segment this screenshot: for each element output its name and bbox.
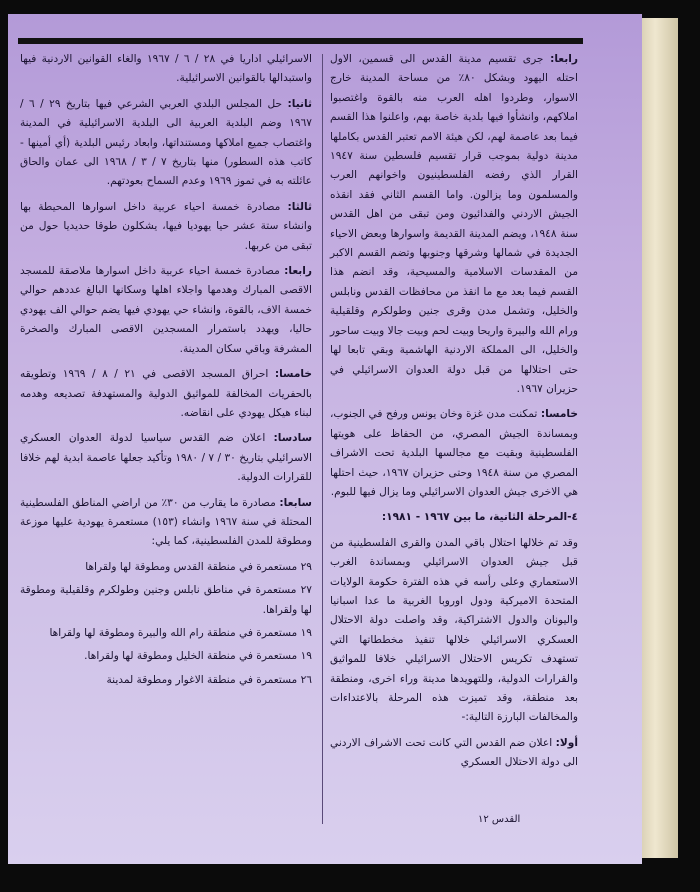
left-column bbox=[20, 50, 312, 694]
paper-edge bbox=[640, 18, 678, 858]
paragraph-lead: أولا: bbox=[555, 736, 578, 749]
paragraph-third bbox=[20, 198, 312, 256]
paragraph-lead: سادسا: bbox=[273, 432, 312, 445]
magazine-page bbox=[8, 14, 642, 864]
top-rule bbox=[18, 38, 583, 44]
paragraph-first bbox=[330, 734, 578, 773]
paragraph-text: جرى تقسيم مدينة القدس الى قسمين، الاول احتله اليهود وبشكل ٨٠٪ من مساحة المدينة خارج الاسوار، وطردوا اهله العرب منه بالقوة واغتصبوا املاكهم، وانشأوا فيها بلدية خاصة بهم، واعلنوا هذا القسم فيما بعد عاصمة لهم، لكن هيئة الامم تعتبر القدس بكاملها مدينة دولية بموجب قرار تقسيم فلسطين سنة ١٩٤٧ القرار الذي رفضه الفلسطينيون واخوانهم العرب والمسلمون وما يزالون. واما القسم الثاني فقد انقذه الجيش الاردني والفدائيون ومن تبقى من اهل القدس سنة ١٩٤٨، ويضم المدينة القديمة واسوارها وبعض الاحياء الجديدة في شمالها وشرقها وجنوبها وتضم القسم الاكبر من المقدسات الاسلامية والمسيحية، وقد انضم هذا القسم فيما بعد مع ما انقذ من محافظات القدس ونابلس والخليل، وتشمل مدن وقرى جنين وطولكرم وقلقيلية ورام الله والبيرة واريحا وبيت لحم وبيت جالا وبيت ساحور والخليل، الى المملكة الاردنية الهاشمية وبقي تابعا لها حتى احتلالها من قبل دولة العدوان الاسرائيلي في حزيران ١٩٦٧. bbox=[330, 53, 578, 395]
paragraph-seventh bbox=[20, 494, 312, 552]
paragraph-fifth bbox=[330, 405, 578, 502]
list-item: ٢٧ مستعمرة في مناطق نابلس وجنين وطولكرم وقلقيلية ومطوقة لها ولقراها. bbox=[20, 584, 312, 616]
paragraph-lead: رابعا: bbox=[550, 53, 578, 65]
page-footer-label: القدس ١٢ bbox=[478, 814, 521, 825]
list-item: ١٩ مستعمرة في منطقة رام الله والبيرة ومطوقة لها ولقراها bbox=[49, 626, 312, 639]
paragraph-lead: خامسا: bbox=[274, 368, 312, 381]
list-item: ٢٦ مستعمرة في منطقة الاغوار ومطوقة لمدينة bbox=[106, 673, 312, 686]
paragraph-text: حل المجلس البلدي العربي الشرعي فيها بتاريخ ٢٩ / ٦ / ١٩٦٧ وضم البلدية العربية الى البلدية الاسرائيلية في المدينة واغتصاب جميع املاكها ومستنداتها، وابعاد رئيس البلدية (أي أمينها - كاتب هذه السطور) منها بتاريخ ٧ / ٣ / ١٩٦٨ الى عمان والحاق عائلته به في تموز ١٩٦٩ وعدم السماح بعودتهم. bbox=[20, 97, 313, 188]
paragraph-text: مصادرة خمسة احياء عربية داخل اسوارها ملاصقة للمسجد الاقصى المبارك وهدمها واجلاء اهلها وسكانها البالغ عددهم حوالي خمسة الاف، بالقوة، وانشاء حي يهودي فيها يضم حوالي الف يهودي حاليا، ويهدد باستمرار المسجدين الاقصى المبارك والصخرة المشرفة وباقي سكان المدينة. bbox=[20, 265, 312, 355]
paragraph-text: اعلان ضم القدس سياسيا لدولة العدوان العسكري الاسرائيلي بتاريخ ٣٠ / ٧ / ١٩٨٠ وتأكيد جعلها عاصمة ابدية لهم خلافا للقرارات الدولية. bbox=[20, 432, 312, 484]
right-column bbox=[330, 50, 578, 779]
paragraph-text: مصادرة خمسة احياء عربية داخل اسوارها المحيطة بها وانشاء ستة عشر حيا يهوديا فيها، يشكلون طوقا حديديا حول من تبقى من عربها. bbox=[20, 200, 312, 252]
paragraph-lead: رابعا: bbox=[284, 265, 313, 278]
paragraph-text: احراق المسجد الاقصى في ٢١ / ٨ / ١٩٦٩ وتطويقه بالحفريات المخالفة للمواثيق الدولية والمستهدفة تصديعه وهدمه لبناء هيكل يهودي على انقاضه. bbox=[20, 368, 312, 419]
paragraph-second bbox=[20, 95, 312, 192]
paragraph-text: اعلان ضم القدس التي كانت تحت الاشراف الاردني الى دولة الاحتلال العسكري bbox=[330, 736, 578, 769]
paragraph-fifth-left bbox=[20, 365, 312, 423]
column-divider bbox=[322, 54, 323, 824]
paragraph-lead: خامسا: bbox=[540, 408, 578, 421]
paragraph-fourth-left bbox=[20, 262, 312, 359]
paragraph-sixth bbox=[20, 429, 312, 487]
paragraph-text: تمكنت مدن غزة وخان يونس ورفح في الجنوب، وبمساندة الجيش المصري، من الحفاظ على هويتها الفلسطينية وبقيت مع مجالسها البلدية تحت الاشراف المصري من سنة ١٩٤٨ وحتى حزيران ١٩٦٧، حيث احتلها هي الاخرى جيش العدوان الاسرائيلي وما يزال فيها للبوم. bbox=[330, 408, 578, 498]
paragraph-fourth bbox=[330, 50, 578, 399]
paragraph-lead: ثالثا: bbox=[287, 200, 312, 213]
list-item: ٢٩ مستعمرة في منطقة القدس ومطوقة لها ولقراها bbox=[85, 560, 312, 573]
paragraph-text: مصادرة ما يقارب من ٣٠٪ من اراضي المناطق الفلسطينية المحتلة في سنة ١٩٦٧ وانشاء (١٥٣) مستعمرة يهودية عليها موزعة ومطوقة للمدن الفلسطينية، كما يلي: bbox=[20, 496, 312, 548]
paragraph-lead: سابعا: bbox=[279, 496, 312, 509]
section-heading: ٤-المرحلة الثانية، ما بين ١٩٦٧ - ١٩٨١: bbox=[381, 511, 578, 524]
section-text: وقد تم خلالها احتلال باقي المدن والقرى الفلسطينية من قبل جيش العدوان الاسرائيلي وبمساندة الغرب الاستعماري وعلى رأسه في هذه الفترة حكومة الولايات المتحدة الاميركية ودول اوروبا الغربية ما عدا اسبانيا واليونان والدول الاشتراكية، وقد واصلت دولة الاحتلال العسكري الاسرائيلي خلالها تنفيذ مخططاتها التي تستهدف تكريس الاحتلال الاسرائيلي خلافا للمواثيق والقرارات الدولية، وللتهويدها مدينة وراء اخرى، ومنطقة بعد منطقة، وقد تميزت هذه المرحلة بالاعتداءات والمخالفات البارزة التالية:- bbox=[330, 536, 578, 724]
list-item: ١٩ مستعمرة في منطقة الخليل ومطوقة لها ولقراها. bbox=[84, 650, 312, 663]
paragraph-continued: الاسرائيلي اداريا في ٢٨ / ٦ / ١٩٦٧ والغاء القوانين الاردنية فيها واستبدالها بالقوانين الاسرائيلية. bbox=[20, 53, 312, 85]
paragraph-lead: ثانيا: bbox=[287, 97, 312, 110]
